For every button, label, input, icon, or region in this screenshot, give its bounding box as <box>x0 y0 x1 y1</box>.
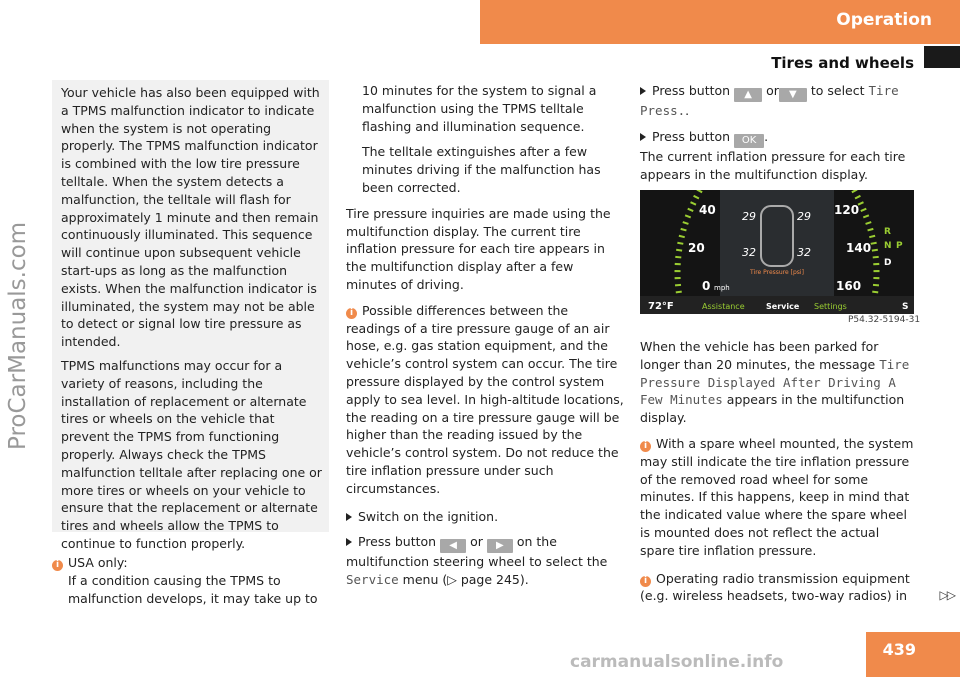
outside-temperature: 72°F <box>648 301 674 312</box>
menu-settings: Settings <box>814 302 847 311</box>
gear-n: N <box>884 241 892 251</box>
speed-20: 20 <box>688 241 705 255</box>
down-arrow-key-icon: ▼ <box>779 88 807 102</box>
step-arrow-icon <box>640 87 646 95</box>
box-paragraph-1: Your vehicle has also been equipped with a TPMS malfunction indicator to indicate when the system is not operating properly. The TPMS malfunction indicator is combined with the low tire pressure telltale. When the system detects a malfunction, the telltale will flash for approximately 1 minute and then remain continuously illuminated. This sequence will continue upon subsequent vehicle start-ups as long as the malfunction exists. When the malfunction indicator is illuminated, the system may not be able to detect or signal low tire pressure as intended. <box>61 85 320 350</box>
step-press-ok: Press button OK . The current inflation pressure for each tire appears in the multifunction display. <box>640 128 906 182</box>
speed-160: 160 <box>836 279 862 293</box>
box-paragraph-2: TPMS malfunctions may occur for a variety of reasons, including the installation of replacement or alternate tires or wheels on the vehicle that prevent the TPMS from functioning properly. Always check the TPMS malfunction telltale after replacing one or more tires or wheels on your vehicle to ensure that the replacement or alternate tires and wheels allow the TPMS to continue to function properly. <box>61 357 322 551</box>
column-3 <box>640 82 916 191</box>
subsection-title: Tires and wheels <box>771 54 914 72</box>
step-arrow-icon <box>346 513 352 521</box>
tire-front-left: 29 <box>742 210 756 223</box>
step-arrow-icon <box>346 538 352 546</box>
column-3-lower <box>640 338 916 605</box>
header-marker <box>924 46 960 68</box>
section-title: Operation <box>836 10 932 30</box>
instrument-cluster-image <box>640 190 914 314</box>
footer-watermark: carmanualsonline.info <box>570 652 784 672</box>
continued-text-2: The telltale extinguishes after a few minutes driving if the malfunction has been corrected. <box>362 144 601 195</box>
radio-note: i Operating radio transmission equipment (e.g. wireless headsets, two-way radios) in <box>640 570 910 604</box>
left-arrow-key-icon: ◀ <box>440 539 466 553</box>
tire-inquiry-paragraph: Tire pressure inquiries are made using the multifunction display. The current tire inflation pressure for each tire appears in the multifunction display after a few minutes of driving. <box>346 205 611 292</box>
gear-d: D <box>884 258 892 268</box>
speed-40: 40 <box>699 203 716 217</box>
info-icon: i <box>640 441 651 452</box>
up-arrow-key-icon: ▲ <box>734 88 762 102</box>
continued-arrows-icon: ▷▷ <box>939 588 954 602</box>
s-indicator: S <box>902 302 909 312</box>
step-select-service: Press button ◀ or ▶ on the multifunction steering wheel to select the Service menu (▷ page 245). <box>346 534 608 588</box>
image-caption: P54.32-5194-31 <box>848 315 921 325</box>
info-icon: i <box>346 308 357 319</box>
header-tab <box>480 0 960 44</box>
step-arrow-icon <box>640 133 646 141</box>
info-icon: i <box>640 576 651 587</box>
altitude-note <box>346 302 624 498</box>
tire-rear-right: 32 <box>797 246 811 259</box>
speed-120: 120 <box>834 203 860 217</box>
tire-pressure-label: Tire Pressure [psi] <box>750 269 804 276</box>
instrument-cluster-drawing <box>640 190 914 314</box>
spare-wheel-note: i With a spare wheel mounted, the system may still indicate the tire inflation pressure of the removed road wheel for some minutes. If this happens, keep in mind that the indicated value where the spare wheel is mounted does not reflect the actual spare tire inflation pressure. <box>640 435 914 558</box>
step-select-tire-press: Press button ▲ or ▼ to select Tire Press.. <box>640 83 899 118</box>
tire-front-right: 29 <box>797 210 811 223</box>
tire-rear-left: 32 <box>742 246 756 259</box>
altitude-note-text: Possible differences between the readings of a tire pressure gauge of an air hose, e.g. gas station equipment, and the vehicle’s control system can occur. The tire pressure displayed by the control system apply to sea level. In high-altitude locations, the reading on a tire pressure gauge will be higher than the reading issued by the vehicle’s control system. Do not reduce the tire inflation pressure under such circumstances. <box>346 302 624 496</box>
info-icon: i <box>52 560 63 571</box>
speed-140: 140 <box>846 241 872 255</box>
gear-r: R <box>884 227 891 237</box>
page-number: 439 <box>882 640 916 659</box>
continued-text: 10 minutes for the system to signal a malfunction using the TPMS telltale flashing and illumination sequence. <box>362 83 597 134</box>
column-2 <box>346 82 624 597</box>
parked-paragraph: When the vehicle has been parked for longer than 20 minutes, the message Tire Pressure Displayed After Driving A Few Minutes appears in the multifunction display. <box>640 339 910 426</box>
speed-unit: mph <box>714 284 730 292</box>
ok-key: OK <box>734 134 764 148</box>
gear-p: P <box>896 241 903 251</box>
speed-0: 0 <box>702 279 711 293</box>
right-arrow-key-icon: ▶ <box>487 539 513 553</box>
usa-text: If a condition causing the TPMS to malfunction develops, it may take up to <box>68 572 318 606</box>
usa-label: USA only: <box>68 555 128 570</box>
menu-service: Service <box>766 302 800 311</box>
page-number-tab <box>866 632 960 677</box>
step-ignition: Switch on the ignition. <box>346 508 624 526</box>
menu-assistance: Assistance <box>702 302 745 311</box>
tpms-box-content <box>61 84 325 559</box>
side-watermark: ProCarManuals.com <box>5 221 31 450</box>
usa-note <box>52 554 330 607</box>
